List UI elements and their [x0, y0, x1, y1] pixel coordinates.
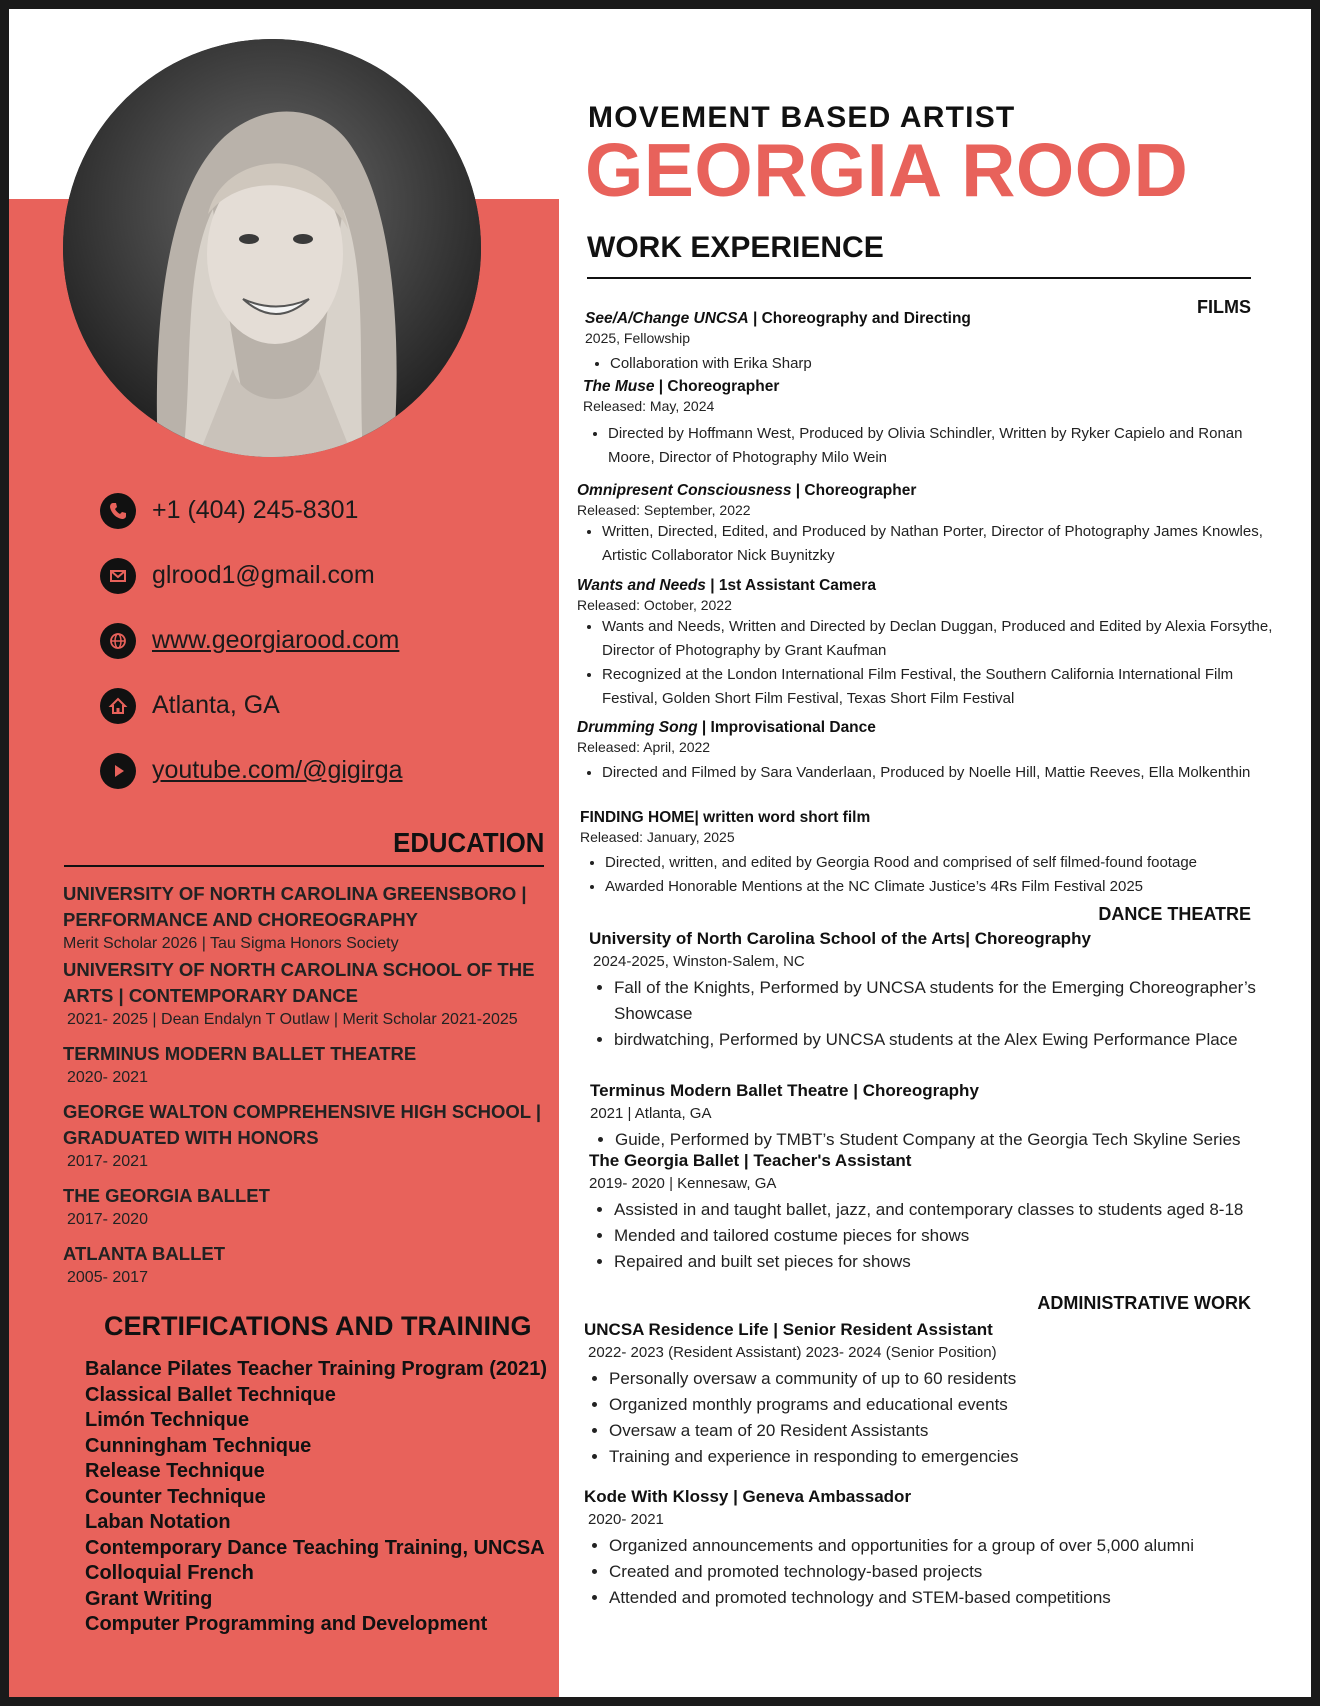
- phone-icon: [100, 493, 136, 529]
- education-name: GEORGE WALTON COMPREHENSIVE HIGH SCHOOL | GRADUATED WITH HONORS: [63, 1101, 542, 1148]
- entry-date: Released: October, 2022: [577, 597, 732, 613]
- entry-title: Wants and Needs: [577, 577, 706, 594]
- education-item: [63, 1183, 543, 1231]
- category-administrative-work: ADMINISTRATIVE WORK: [1037, 1293, 1251, 1313]
- education-list: [63, 881, 543, 1289]
- entry-bullet: • Wants and Needs, Written and Directed by Declan Duggan, Produced and Edited by Alexia Forsythe, Director of Photography by Grant Kaufman: [602, 615, 1277, 663]
- entry-bullet: • Created and promoted technology-based projects: [609, 1559, 1284, 1585]
- entry-title: UNCSA Residence Life: [584, 1320, 769, 1339]
- entry-title: Omnipresent Consciousness: [577, 482, 792, 499]
- entry-bullet: • Personally oversaw a community of up to 60 residents: [609, 1366, 1284, 1392]
- education-name: THE GEORGIA BALLET: [63, 1185, 270, 1206]
- entry-bullet: • Repaired and built set pieces for shows: [614, 1249, 1289, 1275]
- education-item: [63, 881, 543, 955]
- certifications-list: [85, 1357, 547, 1638]
- education-detail: 2017- 2021: [67, 1153, 148, 1170]
- certification-item: Cunningham Technique: [85, 1434, 312, 1457]
- education-name: UNIVERSITY OF NORTH CAROLINA GREENSBORO | PERFORMANCE AND CHOREOGRAPHY: [63, 883, 527, 930]
- email-icon: [100, 558, 136, 594]
- entry-role: | Choreography and Directing: [748, 310, 971, 327]
- education-name: UNIVERSITY OF NORTH CAROLINA SCHOOL OF THE ARTS | CONTEMPORARY DANCE: [63, 959, 535, 1006]
- entry-bullet: • Assisted in and taught ballet, jazz, and contemporary classes to students aged 8-18: [614, 1197, 1289, 1223]
- category-films: FILMS: [1197, 297, 1251, 317]
- entry-bullet: • Written, Directed, Edited, and Produced by Nathan Porter, Director of Photography James Knowles, Artistic Collaborator Nick Buynitzky: [602, 520, 1267, 568]
- category-dance-theatre: DANCE THEATRE: [1098, 904, 1251, 924]
- phone-text: +1 (404) 245-8301: [152, 496, 359, 524]
- certification-item: Grant Writing: [85, 1587, 213, 1610]
- certification-item: Balance Pilates Teacher Training Program (2021): [85, 1358, 548, 1380]
- contact-phone[interactable]: [100, 478, 403, 543]
- education-item: [63, 957, 543, 1031]
- education-detail: Merit Scholar 2026 | Tau Sigma Honors Society: [63, 935, 399, 952]
- entry-role: | Choreography: [965, 929, 1091, 948]
- entry-title: See/A/Change UNCSA: [585, 310, 749, 327]
- education-heading: EDUCATION: [64, 827, 544, 867]
- entry-bullet: • Fall of the Knights, Performed by UNCSA students for the Emerging Choreographer’s Showcase: [614, 975, 1289, 1027]
- entry-bullet: • Mended and tailored costume pieces for shows: [614, 1223, 1289, 1249]
- entry-role: | Teacher's Assistant: [739, 1151, 912, 1170]
- admin-entry: [584, 1485, 1284, 1611]
- profile-photo: [63, 39, 481, 457]
- contact-list: [100, 478, 403, 803]
- entry-title: University of North Carolina School of the Arts: [589, 929, 966, 948]
- entry-date: 2025, Fellowship: [585, 330, 691, 346]
- resume-page: [9, 9, 1311, 1697]
- entry-bullet: • Awarded Honorable Mentions at the NC Climate Justice’s 4Rs Film Festival 2025: [605, 875, 1280, 899]
- certification-item: Counter Technique: [85, 1485, 266, 1508]
- entry-date: Released: May, 2024: [583, 398, 715, 414]
- youtube-link[interactable]: youtube.com/@gigirga: [152, 756, 403, 784]
- entry-date: 2020- 2021: [588, 1511, 664, 1528]
- contact-email[interactable]: [100, 543, 403, 608]
- entry-role: | Senior Resident Assistant: [768, 1320, 993, 1339]
- entry-bullet: • Attended and promoted technology and STEM-based competitions: [609, 1585, 1284, 1611]
- portrait-image: [63, 39, 481, 457]
- film-entry: [577, 576, 1277, 711]
- film-entry: [577, 718, 1267, 785]
- film-entry: [585, 309, 1265, 376]
- profession-subtitle: MOVEMENT BASED ARTIST: [588, 101, 1016, 134]
- entry-bullet: • Directed and Filmed by Sara Vanderlaan, Produced by Noelle Hill, Mattie Reeves, Ella Molkenthin: [602, 761, 1267, 785]
- entry-date: Released: September, 2022: [577, 502, 751, 518]
- entry-title: Kode With Klossy: [584, 1487, 729, 1506]
- location-text: Atlanta, GA: [152, 691, 280, 719]
- entry-date: Released: April, 2022: [577, 739, 711, 755]
- certification-item: Colloquial French: [85, 1562, 254, 1584]
- dance-entry: [590, 1079, 1290, 1153]
- entry-bullet: • Guide, Performed by TMBT’s Student Company at the Georgia Tech Skyline Series: [615, 1127, 1290, 1153]
- certifications-heading: CERTIFICATIONS AND TRAINING: [104, 1311, 532, 1341]
- divider: [587, 277, 1251, 279]
- home-icon: [100, 688, 136, 724]
- entry-role: | written word short film: [694, 809, 871, 826]
- entry-role: | Choreographer: [791, 482, 917, 499]
- entry-title: The Georgia Ballet: [589, 1151, 740, 1170]
- dance-entry: [589, 1149, 1289, 1275]
- entry-bullet: • Training and experience in responding to emergencies: [609, 1444, 1284, 1470]
- website-link[interactable]: www.georgiarood.com: [152, 626, 400, 654]
- entry-role: | Choreography: [848, 1081, 979, 1100]
- entry-bullet: • Organized announcements and opportunities for a group of over 5,000 alumni: [609, 1533, 1284, 1559]
- contact-website[interactable]: [100, 608, 403, 673]
- entry-bullet: • Oversaw a team of 20 Resident Assistants: [609, 1418, 1284, 1444]
- entry-date: 2022- 2023 (Resident Assistant) 2023- 2024 (Senior Position): [588, 1344, 997, 1361]
- certification-item: Release Technique: [85, 1460, 265, 1482]
- education-detail: 2021- 2025 | Dean Endalyn T Outlaw | Merit Scholar 2021-2025: [67, 1011, 518, 1028]
- education-item: [63, 1241, 543, 1289]
- entry-bullet: • Directed, written, and edited by Georgia Rood and comprised of self filmed-found footage: [605, 851, 1280, 875]
- entry-role: | Improvisational Dance: [697, 719, 876, 736]
- education-name: ATLANTA BALLET: [63, 1243, 226, 1264]
- certification-item: Classical Ballet Technique: [85, 1383, 336, 1406]
- entry-role: | 1st Assistant Camera: [705, 577, 876, 594]
- education-item: [63, 1041, 543, 1089]
- certification-item: Limón Technique: [85, 1409, 250, 1431]
- globe-icon: [100, 623, 136, 659]
- play-icon: [100, 753, 136, 789]
- film-entry: [577, 481, 1267, 568]
- work-experience-heading: WORK EXPERIENCE: [587, 231, 884, 264]
- entry-bullet: • Collaboration with Erika Sharp: [610, 352, 1265, 376]
- entry-date: 2019- 2020 | Kennesaw, GA: [589, 1175, 777, 1192]
- film-entry: [583, 377, 1263, 470]
- certification-item: Laban Notation: [85, 1511, 231, 1533]
- education-name: TERMINUS MODERN BALLET THEATRE: [63, 1043, 417, 1064]
- entry-role: | Geneva Ambassador: [728, 1487, 912, 1506]
- education-detail: 2020- 2021: [67, 1069, 148, 1086]
- education-item: [63, 1099, 543, 1173]
- entry-bullet: • Directed by Hoffmann West, Produced by Olivia Schindler, Written by Ryker Capielo and Ronan Moore, Director of Photography Milo Wein: [608, 422, 1263, 470]
- contact-location: [100, 673, 403, 738]
- entry-bullet: • birdwatching, Performed by UNCSA students at the Alex Ewing Performance Place: [614, 1027, 1289, 1053]
- entry-date: 2024-2025, Winston-Salem, NC: [593, 953, 805, 970]
- certification-item: Computer Programming and Development: [85, 1613, 488, 1635]
- entry-title: FINDING HOME: [580, 809, 695, 826]
- film-entry: [580, 808, 1280, 899]
- certification-item: Contemporary Dance Teaching Training, UNCSA: [85, 1536, 545, 1559]
- dance-entry: [589, 927, 1289, 1053]
- entry-role: | Choreographer: [654, 378, 780, 395]
- entry-date: 2021 | Atlanta, GA: [590, 1105, 712, 1122]
- email-text: glrood1@gmail.com: [152, 561, 375, 589]
- education-detail: 2017- 2020: [67, 1211, 148, 1228]
- education-detail: 2005- 2017: [67, 1269, 148, 1286]
- admin-entry: [584, 1318, 1284, 1470]
- entry-bullet: • Organized monthly programs and educational events: [609, 1392, 1284, 1418]
- entry-title: The Muse: [583, 378, 655, 395]
- entry-title: Terminus Modern Ballet Theatre: [590, 1081, 849, 1100]
- entry-date: Released: January, 2025: [580, 829, 735, 845]
- person-name: GEORGIA ROOD: [585, 128, 1189, 212]
- entry-title: Drumming Song: [577, 719, 698, 736]
- contact-youtube[interactable]: [100, 738, 403, 803]
- entry-bullet: • Recognized at the London International Film Festival, the Southern California International Film Festival, Golden Short Film Festival, Texas Short Film Festival: [602, 663, 1277, 711]
